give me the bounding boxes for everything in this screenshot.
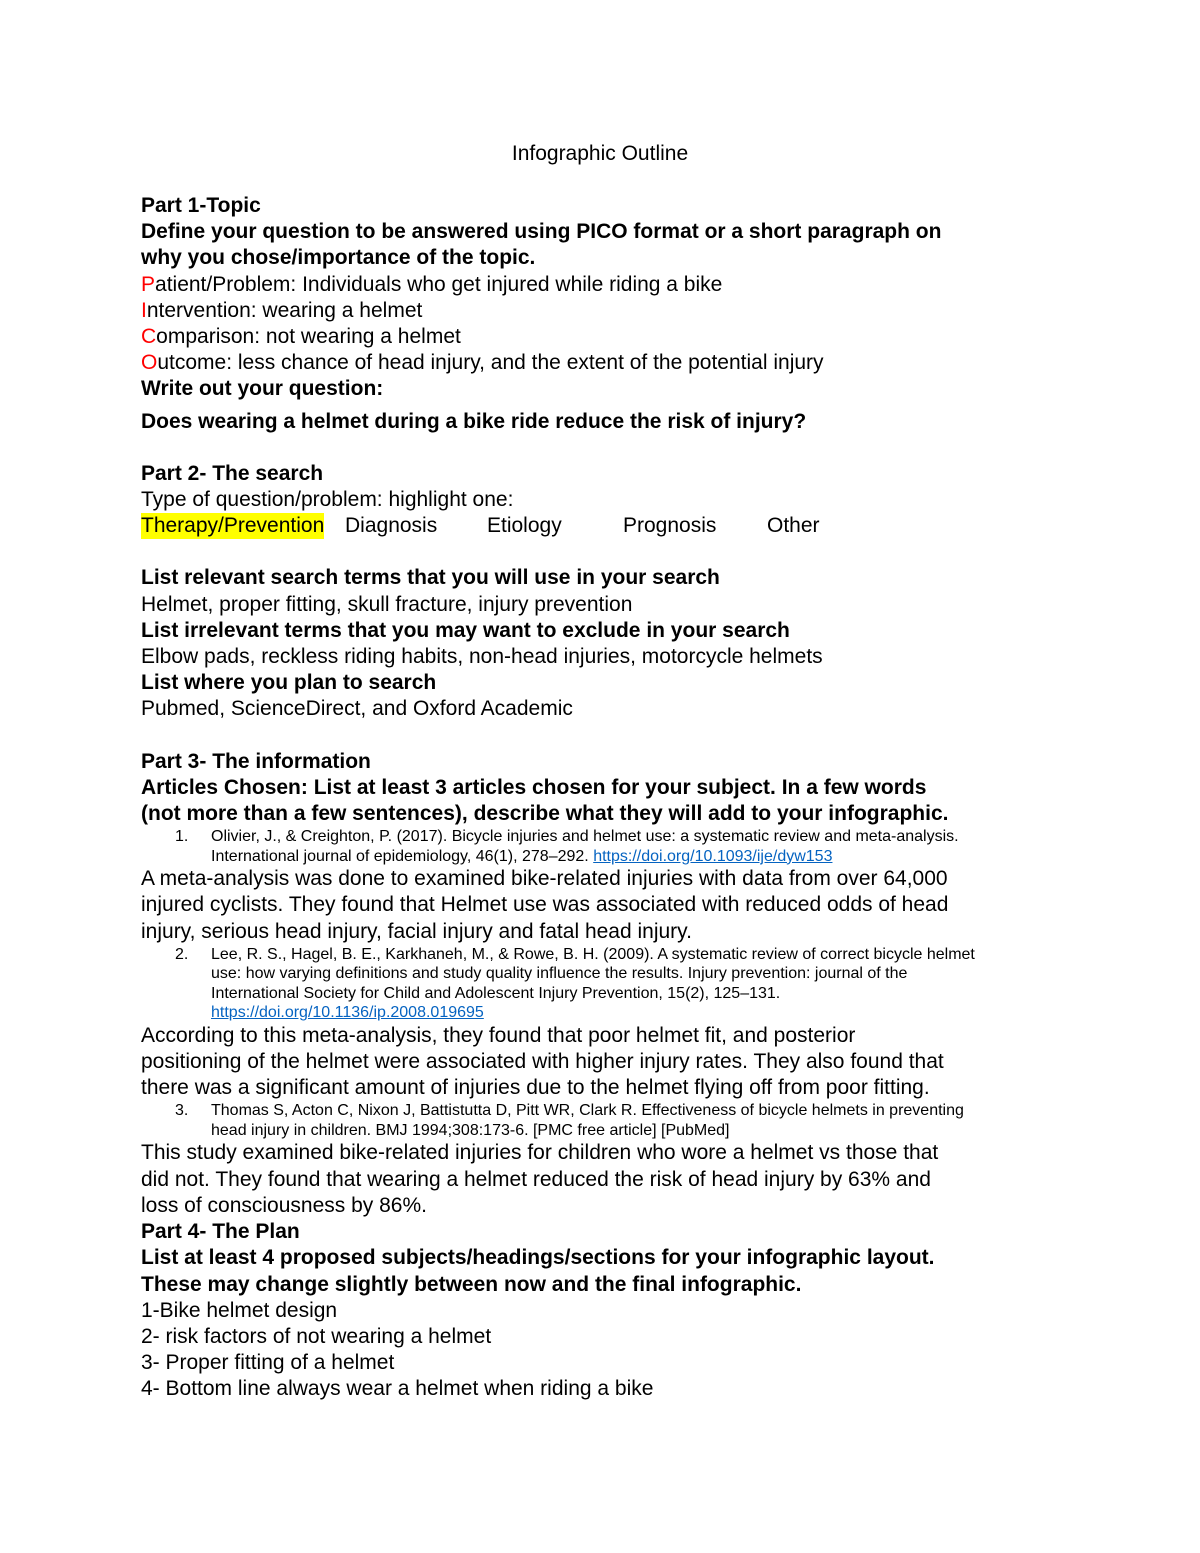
option-therapy-prevention[interactable]: Therapy/Prevention xyxy=(141,513,345,539)
pico-text: utcome: less chance of head injury, and the extent of the potential injury xyxy=(157,351,824,375)
irrelevant-terms-label: List irrelevant terms that you may want to exclude in your search xyxy=(141,618,790,642)
part4-prompt-line1: List at least 4 proposed subjects/headings/sections for your infographic layout. xyxy=(141,1246,935,1270)
article-summary-line: This study examined bike-related injuries for children who wore a helmet vs those that xyxy=(141,1141,939,1165)
part2-heading: Part 2- The search xyxy=(141,461,324,485)
article-summary-line: According to this meta-analysis, they found that poor helmet fit, and posterior xyxy=(141,1023,856,1047)
search-locations-label: List where you plan to search xyxy=(141,671,437,695)
pico-letter: P xyxy=(141,272,156,296)
research-question: Does wearing a helmet during a bike ride reduce the risk of injury? xyxy=(141,409,807,433)
part3-heading: Part 3- The information xyxy=(141,749,371,773)
part4-heading: Part 4- The Plan xyxy=(141,1220,300,1244)
reference-line xyxy=(211,1003,1061,1023)
pico-patient xyxy=(141,272,1061,298)
write-question-label: Write out your question: xyxy=(141,377,384,401)
part3-prompt-line1: Articles Chosen: List at least 3 articles chosen for your subject. In a few words xyxy=(141,775,927,799)
part1-prompt-line1: Define your question to be answered using PICO format or a short paragraph on xyxy=(141,220,942,244)
plan-item: 4- Bottom line always wear a helmet when riding a bike xyxy=(141,1377,654,1401)
irrelevant-terms: Elbow pads, reckless riding habits, non-head injuries, motorcycle helmets xyxy=(141,645,823,669)
part4-prompt-line2: These may change slightly between now and the final infographic. xyxy=(141,1272,802,1296)
question-type-label: Type of question/problem: highlight one: xyxy=(141,488,514,512)
reference-line: head injury in children. BMJ 1994;308:173-6. [PMC free article] [PubMed] xyxy=(211,1121,730,1139)
article-summary-line: injured cyclists. They found that Helmet use was associated with reduced odds of head xyxy=(141,893,949,917)
article-reference-2 xyxy=(141,945,1061,1023)
relevant-terms: Helmet, proper fitting, skull fracture, injury prevention xyxy=(141,592,633,616)
document-title: Infographic Outline xyxy=(511,142,689,165)
list-number: 3. xyxy=(175,1102,189,1120)
option-diagnosis[interactable]: Diagnosis xyxy=(345,514,438,538)
pico-letter: I xyxy=(141,298,147,322)
article-reference-3 xyxy=(141,1101,1061,1140)
reference-line: Olivier, J., & Creighton, P. (2017). Bicycle injuries and helmet use: a systematic review and meta-analysis. xyxy=(211,828,959,846)
reference-line: International Society for Child and Adolescent Injury Prevention, 15(2), 125–131. xyxy=(211,984,781,1002)
pico-text: atient/Problem: Individuals who get injured while riding a bike xyxy=(155,272,723,296)
pico-comparison xyxy=(141,324,1061,350)
article-reference-1 xyxy=(141,827,1061,866)
option-other[interactable]: Other xyxy=(767,514,820,538)
pico-text: omparison: not wearing a helmet xyxy=(156,325,461,349)
article-summary-line: there was a significant amount of injuries due to the helmet flying off from poor fitting. xyxy=(141,1076,930,1100)
part3-prompt-line2: (not more than a few sentences), describe what they will add to your infographic. xyxy=(141,802,949,826)
article-summary-line: positioning of the helmet were associated with higher injury rates. They also found that xyxy=(141,1050,944,1074)
pico-intervention xyxy=(141,298,1061,324)
document-body xyxy=(141,141,1061,1403)
plan-item: 3- Proper fitting of a helmet xyxy=(141,1351,395,1375)
doi-link[interactable]: https://doi.org/10.1136/ip.2008.019695 xyxy=(211,1004,484,1022)
option-etiology[interactable]: Etiology xyxy=(487,514,562,538)
pico-text: ntervention: wearing a helmet xyxy=(146,298,423,322)
question-type-options xyxy=(141,513,1061,539)
pico-letter: O xyxy=(141,351,158,375)
relevant-terms-label: List relevant search terms that you will use in your search xyxy=(141,566,720,590)
article-summary-line: A meta-analysis was done to examined bike-related injuries with data from over 64,000 xyxy=(141,867,948,891)
reference-line: Lee, R. S., Hagel, B. E., Karkhaneh, M., & Rowe, B. H. (2009). A systematic review of correct bicycle helmet xyxy=(211,945,975,963)
doi-link[interactable]: https://doi.org/10.1093/ije/dyw153 xyxy=(593,847,833,865)
article-summary-line: injury, serious head injury, facial injury and fatal head injury. xyxy=(141,919,692,943)
list-number: 1. xyxy=(175,828,189,846)
search-locations: Pubmed, ScienceDirect, and Oxford Academic xyxy=(141,697,573,721)
article-summary-line: did not. They found that wearing a helmet reduced the risk of head injury by 63% and xyxy=(141,1167,931,1191)
reference-line: Thomas S, Acton C, Nixon J, Battistutta D, Pitt WR, Clark R. Effectiveness of bicycle helmets in preventing xyxy=(211,1102,964,1120)
list-number: 2. xyxy=(175,945,189,963)
plan-item: 2- risk factors of not wearing a helmet xyxy=(141,1324,492,1348)
part1-prompt-line2: why you chose/importance of the topic. xyxy=(141,246,536,270)
option-prognosis[interactable]: Prognosis xyxy=(623,514,717,538)
reference-line: International journal of epidemiology, 46(1), 278–292. https://doi.org/10.1093/ije/dyw153 xyxy=(211,847,833,865)
part1-heading: Part 1-Topic xyxy=(141,194,261,217)
pico-outcome xyxy=(141,350,1061,376)
article-summary-line: loss of consciousness by 86%. xyxy=(141,1193,427,1217)
pico-letter: C xyxy=(141,325,157,349)
plan-item: 1-Bike helmet design xyxy=(141,1298,338,1322)
reference-line: use: how varying definitions and study quality influence the results. Injury prevention: journal of the xyxy=(211,965,908,983)
